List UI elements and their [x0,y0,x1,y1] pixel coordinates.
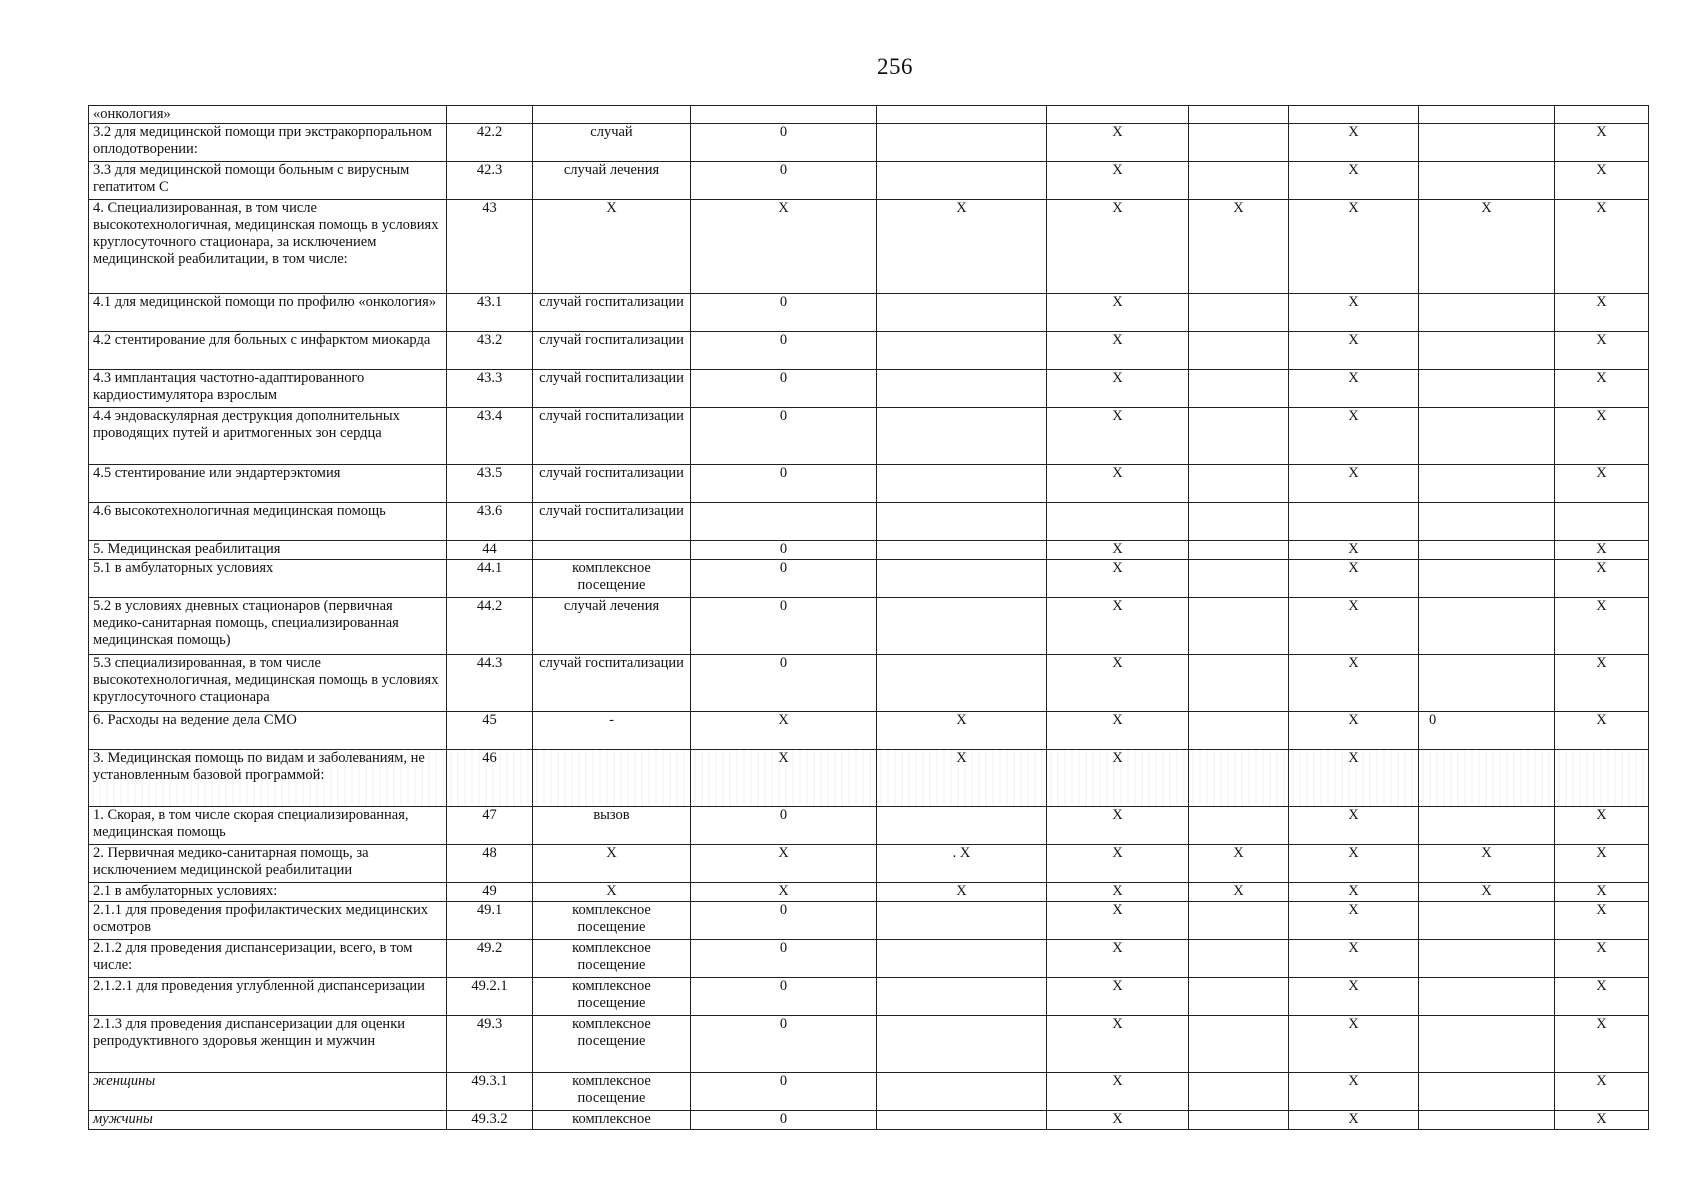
value-cell: X [1289,560,1419,598]
row-unit-cell: комплексное посещение [533,902,691,940]
row-name-cell: 4.4 эндоваскулярная деструкция дополнительных проводящих путей и аритмогенных зон сердца [89,408,447,465]
value-cell [1555,750,1649,807]
row-unit-cell: случай госпитализации [533,294,691,332]
value-cell [1189,560,1289,598]
value-cell: X [1555,560,1649,598]
row-name-cell: 3.3 для медицинской помощи больным с вирусным гепатитом С [89,162,447,200]
value-cell: X [1047,541,1189,560]
row-code-cell: 43.1 [447,294,533,332]
page-number: 256 [877,54,913,79]
row-unit-cell: X [533,200,691,294]
row-unit-cell: случай госпитализации [533,465,691,503]
value-cell: X [1555,807,1649,845]
value-cell [877,162,1047,200]
value-cell: X [1289,408,1419,465]
value-cell [1189,106,1289,124]
table-row [89,883,1649,902]
value-cell: X [1047,940,1189,978]
value-cell [1189,902,1289,940]
value-cell [1189,370,1289,408]
value-cell: X [1047,200,1189,294]
table-row [89,541,1649,560]
value-cell: 0 [691,370,877,408]
table-row [89,408,1649,465]
value-cell: X [877,883,1047,902]
value-cell: 0 [691,1073,877,1111]
value-cell [877,1016,1047,1073]
value-cell [1419,124,1555,162]
value-cell: X [1047,598,1189,655]
row-code-cell: 43.6 [447,503,533,541]
row-name-cell: 5. Медицинская реабилитация [89,541,447,560]
row-name-cell: 4.2 стентирование для больных с инфарктом миокарда [89,332,447,370]
value-cell: 0 [691,560,877,598]
row-unit-cell: случай госпитализации [533,655,691,712]
value-cell: X [1555,1073,1649,1111]
table-row [89,902,1649,940]
value-cell: X [877,712,1047,750]
value-cell: X [691,712,877,750]
value-cell [877,902,1047,940]
value-cell [1189,162,1289,200]
value-cell: X [1047,883,1189,902]
value-cell [1419,503,1555,541]
row-name-cell: «онкология» [89,106,447,124]
value-cell: X [1047,560,1189,598]
row-code-cell: 44.2 [447,598,533,655]
value-cell [1189,541,1289,560]
value-cell [877,503,1047,541]
value-cell [1419,750,1555,807]
value-cell [1189,1016,1289,1073]
row-name-cell: мужчины [89,1111,447,1130]
value-cell: X [1555,655,1649,712]
table-row [89,978,1649,1016]
value-cell: X [1555,902,1649,940]
value-cell: X [1047,370,1189,408]
value-cell: 0 [691,807,877,845]
value-cell: X [1289,541,1419,560]
value-cell [1047,106,1189,124]
value-cell: X [1289,465,1419,503]
row-code-cell: 43.2 [447,332,533,370]
value-cell: 0 [691,541,877,560]
value-cell: 0 [691,124,877,162]
table-row [89,162,1649,200]
row-name-cell: 3.2 для медицинской помощи при экстракорпоральном оплодотворении: [89,124,447,162]
value-cell: 0 [691,294,877,332]
row-code-cell: 43.4 [447,408,533,465]
value-cell: 0 [691,940,877,978]
row-unit-cell [533,106,691,124]
row-code-cell: 43.5 [447,465,533,503]
value-cell: X [1555,1016,1649,1073]
value-cell: X [1555,200,1649,294]
table-row [89,465,1649,503]
value-cell [1419,978,1555,1016]
value-cell: 0 [691,902,877,940]
row-name-cell: 2.1.3 для проведения диспансеризации для оценки репродуктивного здоровья женщин и мужчин [89,1016,447,1073]
value-cell [1189,978,1289,1016]
value-cell [1189,655,1289,712]
table-row [89,750,1649,807]
value-cell: . X [877,845,1047,883]
value-cell [1419,162,1555,200]
value-cell: 0 [691,978,877,1016]
value-cell: X [1419,845,1555,883]
value-cell: 0 [691,598,877,655]
row-code-cell: 49.1 [447,902,533,940]
value-cell: X [1289,845,1419,883]
row-unit-cell: комплексное посещение [533,940,691,978]
value-cell [877,124,1047,162]
value-cell: X [1289,807,1419,845]
value-cell: X [1555,978,1649,1016]
value-cell [1419,1073,1555,1111]
value-cell [1419,1111,1555,1130]
value-cell [877,978,1047,1016]
value-cell [1419,560,1555,598]
value-cell: X [1555,1111,1649,1130]
value-cell [1419,541,1555,560]
value-cell [877,560,1047,598]
value-cell: X [1555,598,1649,655]
value-cell [1419,465,1555,503]
value-cell: X [1555,332,1649,370]
value-cell: X [1047,408,1189,465]
value-cell [877,1073,1047,1111]
row-code-cell: 43 [447,200,533,294]
row-code-cell: 49.3.1 [447,1073,533,1111]
row-name-cell: 4.3 имплантация частотно-адаптированного кардиостимулятора взрослым [89,370,447,408]
value-cell [1189,124,1289,162]
value-cell: X [691,750,877,807]
row-name-cell: 3. Медицинская помощь по видам и заболеваниям, не установленным базовой программой: [89,750,447,807]
row-code-cell: 44 [447,541,533,560]
value-cell [1189,712,1289,750]
value-cell: X [1289,883,1419,902]
table-row [89,503,1649,541]
value-cell [1419,332,1555,370]
row-code-cell: 45 [447,712,533,750]
value-cell [691,106,877,124]
row-unit-cell: случай госпитализации [533,408,691,465]
value-cell: X [1289,902,1419,940]
value-cell: X [1047,845,1189,883]
row-unit-cell: случай лечения [533,162,691,200]
row-name-cell: 2. Первичная медико-санитарная помощь, за исключением медицинской реабилитации [89,845,447,883]
value-cell: X [1047,124,1189,162]
value-cell: X [1289,598,1419,655]
table-row [89,655,1649,712]
row-name-cell: 4.6 высокотехнологичная медицинская помощь [89,503,447,541]
value-cell: X [1047,712,1189,750]
row-name-cell: 4. Специализированная, в том числе высокотехнологичная, медицинская помощь в условиях круглосуточного стационара, за исключением медицинской реабилитации, в том числе: [89,200,447,294]
value-cell [877,294,1047,332]
row-unit-cell: случай госпитализации [533,370,691,408]
value-cell [1419,902,1555,940]
table-row [89,712,1649,750]
value-cell [1419,106,1555,124]
row-unit-cell: комплексное посещение [533,1016,691,1073]
value-cell [1189,807,1289,845]
value-cell: 0 [691,465,877,503]
row-name-cell: 6. Расходы на ведение дела СМО [89,712,447,750]
row-code-cell: 44.1 [447,560,533,598]
row-code-cell: 42.3 [447,162,533,200]
row-code-cell: 46 [447,750,533,807]
table-row [89,598,1649,655]
table-row [89,845,1649,883]
value-cell [1189,408,1289,465]
value-cell [1189,940,1289,978]
value-cell [1289,106,1419,124]
value-cell: X [1555,162,1649,200]
table-row [89,370,1649,408]
row-name-cell: 5.2 в условиях дневных стационаров (первичная медико-санитарная помощь, специализированная медицинская помощь) [89,598,447,655]
row-unit-cell: случай госпитализации [533,332,691,370]
value-cell: 0 [691,655,877,712]
row-unit-cell: случай [533,124,691,162]
value-cell [877,598,1047,655]
value-cell [877,807,1047,845]
row-unit-cell: - [533,712,691,750]
value-cell: X [1047,332,1189,370]
value-cell: X [1289,978,1419,1016]
value-cell [1189,598,1289,655]
row-unit-cell: комплексное посещение [533,560,691,598]
value-cell: X [1555,408,1649,465]
value-cell [1419,655,1555,712]
value-cell [1289,503,1419,541]
value-cell: X [1289,332,1419,370]
value-cell: X [1555,370,1649,408]
value-cell: X [691,883,877,902]
value-cell: X [1289,750,1419,807]
row-unit-cell: случай лечения [533,598,691,655]
value-cell [1189,503,1289,541]
value-cell: X [1289,940,1419,978]
value-cell: X [1189,883,1289,902]
value-cell [877,408,1047,465]
value-cell: X [877,750,1047,807]
row-code-cell: 49 [447,883,533,902]
row-code-cell: 48 [447,845,533,883]
table-row [89,1111,1649,1130]
value-cell: X [1289,294,1419,332]
row-name-cell: 2.1 в амбулаторных условиях: [89,883,447,902]
value-cell [1419,408,1555,465]
value-cell: X [1289,1073,1419,1111]
value-cell: X [1047,807,1189,845]
value-cell: X [1047,1073,1189,1111]
value-cell: X [1047,465,1189,503]
value-cell [1189,1111,1289,1130]
value-cell: X [1555,294,1649,332]
value-cell [1419,598,1555,655]
value-cell [877,1111,1047,1130]
value-cell: X [1419,200,1555,294]
row-unit-cell: X [533,883,691,902]
value-cell [1419,1016,1555,1073]
value-cell [1189,1073,1289,1111]
value-cell: X [1189,200,1289,294]
row-code-cell: 49.2.1 [447,978,533,1016]
value-cell: X [1047,978,1189,1016]
value-cell: 0 [691,408,877,465]
value-cell [1419,807,1555,845]
table-row [89,106,1649,124]
value-cell: X [1289,200,1419,294]
value-cell: X [691,845,877,883]
row-name-cell: женщины [89,1073,447,1111]
value-cell: X [1189,845,1289,883]
value-cell: X [1047,1111,1189,1130]
row-code-cell: 47 [447,807,533,845]
table-row [89,1016,1649,1073]
row-code-cell: 44.3 [447,655,533,712]
row-unit-cell [533,541,691,560]
row-code-cell [447,106,533,124]
table-row [89,560,1649,598]
row-name-cell: 5.1 в амбулаторных условиях [89,560,447,598]
value-cell [877,332,1047,370]
value-cell [1189,465,1289,503]
row-unit-cell: комплексное посещение [533,1073,691,1111]
row-code-cell: 49.3.2 [447,1111,533,1130]
value-cell [877,940,1047,978]
row-code-cell: 43.3 [447,370,533,408]
table-row [89,124,1649,162]
value-cell: 0 [691,1016,877,1073]
value-cell [1555,503,1649,541]
row-name-cell: 4.5 стентирование или эндартерэктомия [89,465,447,503]
row-name-cell: 2.1.2 для проведения диспансеризации, всего, в том числе: [89,940,447,978]
value-cell: X [1555,465,1649,503]
table-row [89,940,1649,978]
row-name-cell: 1. Скорая, в том числе скорая специализированная, медицинская помощь [89,807,447,845]
value-cell [877,541,1047,560]
value-cell: X [1555,845,1649,883]
table-row [89,1073,1649,1111]
row-name-cell: 2.1.1 для проведения профилактических медицинских осмотров [89,902,447,940]
value-cell: X [1047,655,1189,712]
value-cell: X [1047,1016,1189,1073]
value-cell: X [691,200,877,294]
row-unit-cell: комплексное посещение [533,978,691,1016]
table-row [89,200,1649,294]
value-cell [877,106,1047,124]
row-unit-cell: X [533,845,691,883]
value-cell: X [1289,712,1419,750]
value-cell: X [1419,883,1555,902]
value-cell: X [1289,124,1419,162]
table-row [89,332,1649,370]
tariff-table [88,105,1649,1130]
value-cell: 0 [691,332,877,370]
value-cell: X [1555,541,1649,560]
value-cell [1189,332,1289,370]
value-cell: X [1289,655,1419,712]
value-cell [1047,503,1189,541]
value-cell [877,655,1047,712]
row-code-cell: 49.2 [447,940,533,978]
value-cell: 0 [1419,712,1555,750]
value-cell [691,503,877,541]
row-name-cell: 2.1.2.1 для проведения углубленной диспансеризации [89,978,447,1016]
row-name-cell: 4.1 для медицинской помощи по профилю «онкология» [89,294,447,332]
value-cell: X [1289,1111,1419,1130]
table-row [89,807,1649,845]
value-cell [1189,750,1289,807]
value-cell [877,370,1047,408]
value-cell [1419,940,1555,978]
row-code-cell: 49.3 [447,1016,533,1073]
table-row [89,294,1649,332]
row-unit-cell: вызов [533,807,691,845]
value-cell: X [1289,370,1419,408]
value-cell: X [1555,124,1649,162]
value-cell: X [1555,712,1649,750]
value-cell: X [1047,294,1189,332]
value-cell [1555,106,1649,124]
value-cell: X [1555,883,1649,902]
value-cell: X [1289,162,1419,200]
value-cell: X [1047,162,1189,200]
value-cell: X [1047,750,1189,807]
value-cell [1419,294,1555,332]
row-unit-cell: комплексное [533,1111,691,1130]
value-cell: X [877,200,1047,294]
value-cell [877,465,1047,503]
value-cell: X [1047,902,1189,940]
value-cell [1419,370,1555,408]
value-cell: 0 [691,162,877,200]
value-cell: 0 [691,1111,877,1130]
value-cell: X [1555,940,1649,978]
value-cell: X [1289,1016,1419,1073]
row-code-cell: 42.2 [447,124,533,162]
value-cell [1189,294,1289,332]
row-name-cell: 5.3 специализированная, в том числе высокотехнологичная, медицинская помощь в условиях круглосуточного стационара [89,655,447,712]
row-unit-cell [533,750,691,807]
row-unit-cell: случай госпитализации [533,503,691,541]
